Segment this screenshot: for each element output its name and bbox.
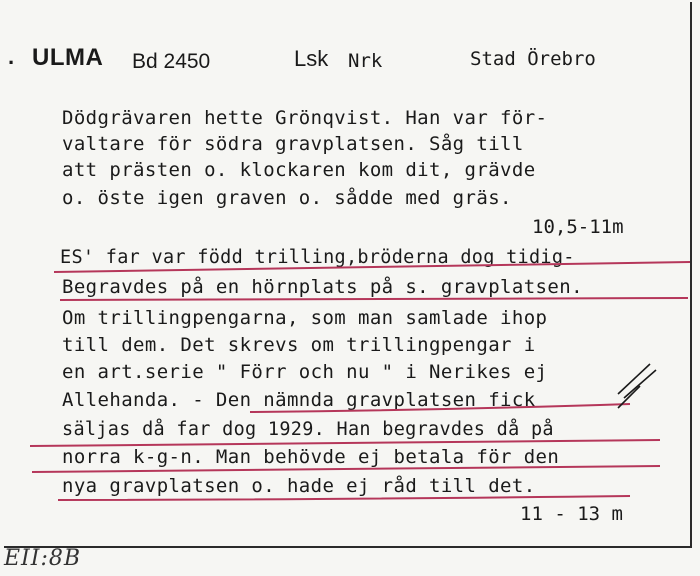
place-label: Stad	[470, 48, 516, 70]
province-label: Lsk	[294, 46, 329, 71]
text-line: valtare för södra gravplatsen. Såg till	[62, 133, 524, 155]
place-name: Örebro	[527, 48, 596, 70]
text-line: Allehanda. - Den nämnda gravplatsen fick	[62, 389, 536, 411]
text-line: Begravdes på en hörnplats på s. gravplatsen.	[62, 276, 583, 298]
measurement: 10,5-11m	[532, 216, 624, 238]
text-line: ES' far var född trilling,bröderna dog tidig-	[60, 247, 575, 268]
place-value	[470, 48, 596, 70]
text-line: säljas då far dog 1929. Han begravdes då på	[62, 419, 554, 440]
text-line: till dem. Det skrevs om trillingpengar i	[62, 334, 536, 356]
archive-name: ULMA	[32, 44, 104, 71]
text-line: att prästen o. klockaren kom dit, grävde	[62, 159, 536, 181]
text-line: Om trillingpengarna, som man samlade ihop	[62, 307, 548, 329]
text-line: en art.serie " Förr och nu " i Nerikes ej	[62, 361, 548, 383]
text-line: nya gravplatsen o. hade ej råd till det.	[62, 475, 536, 497]
header-bullet: ·	[8, 50, 16, 75]
text-line: o. öste igen graven o. sådde med gräs.	[62, 187, 512, 209]
province-value: Nrk	[348, 50, 383, 72]
text-line: norra k-g-n. Man behövde ej betala för den	[62, 446, 560, 468]
archive-number: Bd 2450	[132, 50, 211, 73]
text-line: Dödgrävaren hette Grönqvist. Han var för-	[62, 107, 548, 129]
signature-note: EII:8B	[4, 546, 82, 571]
measurement: 11 - 13 m	[520, 503, 623, 525]
